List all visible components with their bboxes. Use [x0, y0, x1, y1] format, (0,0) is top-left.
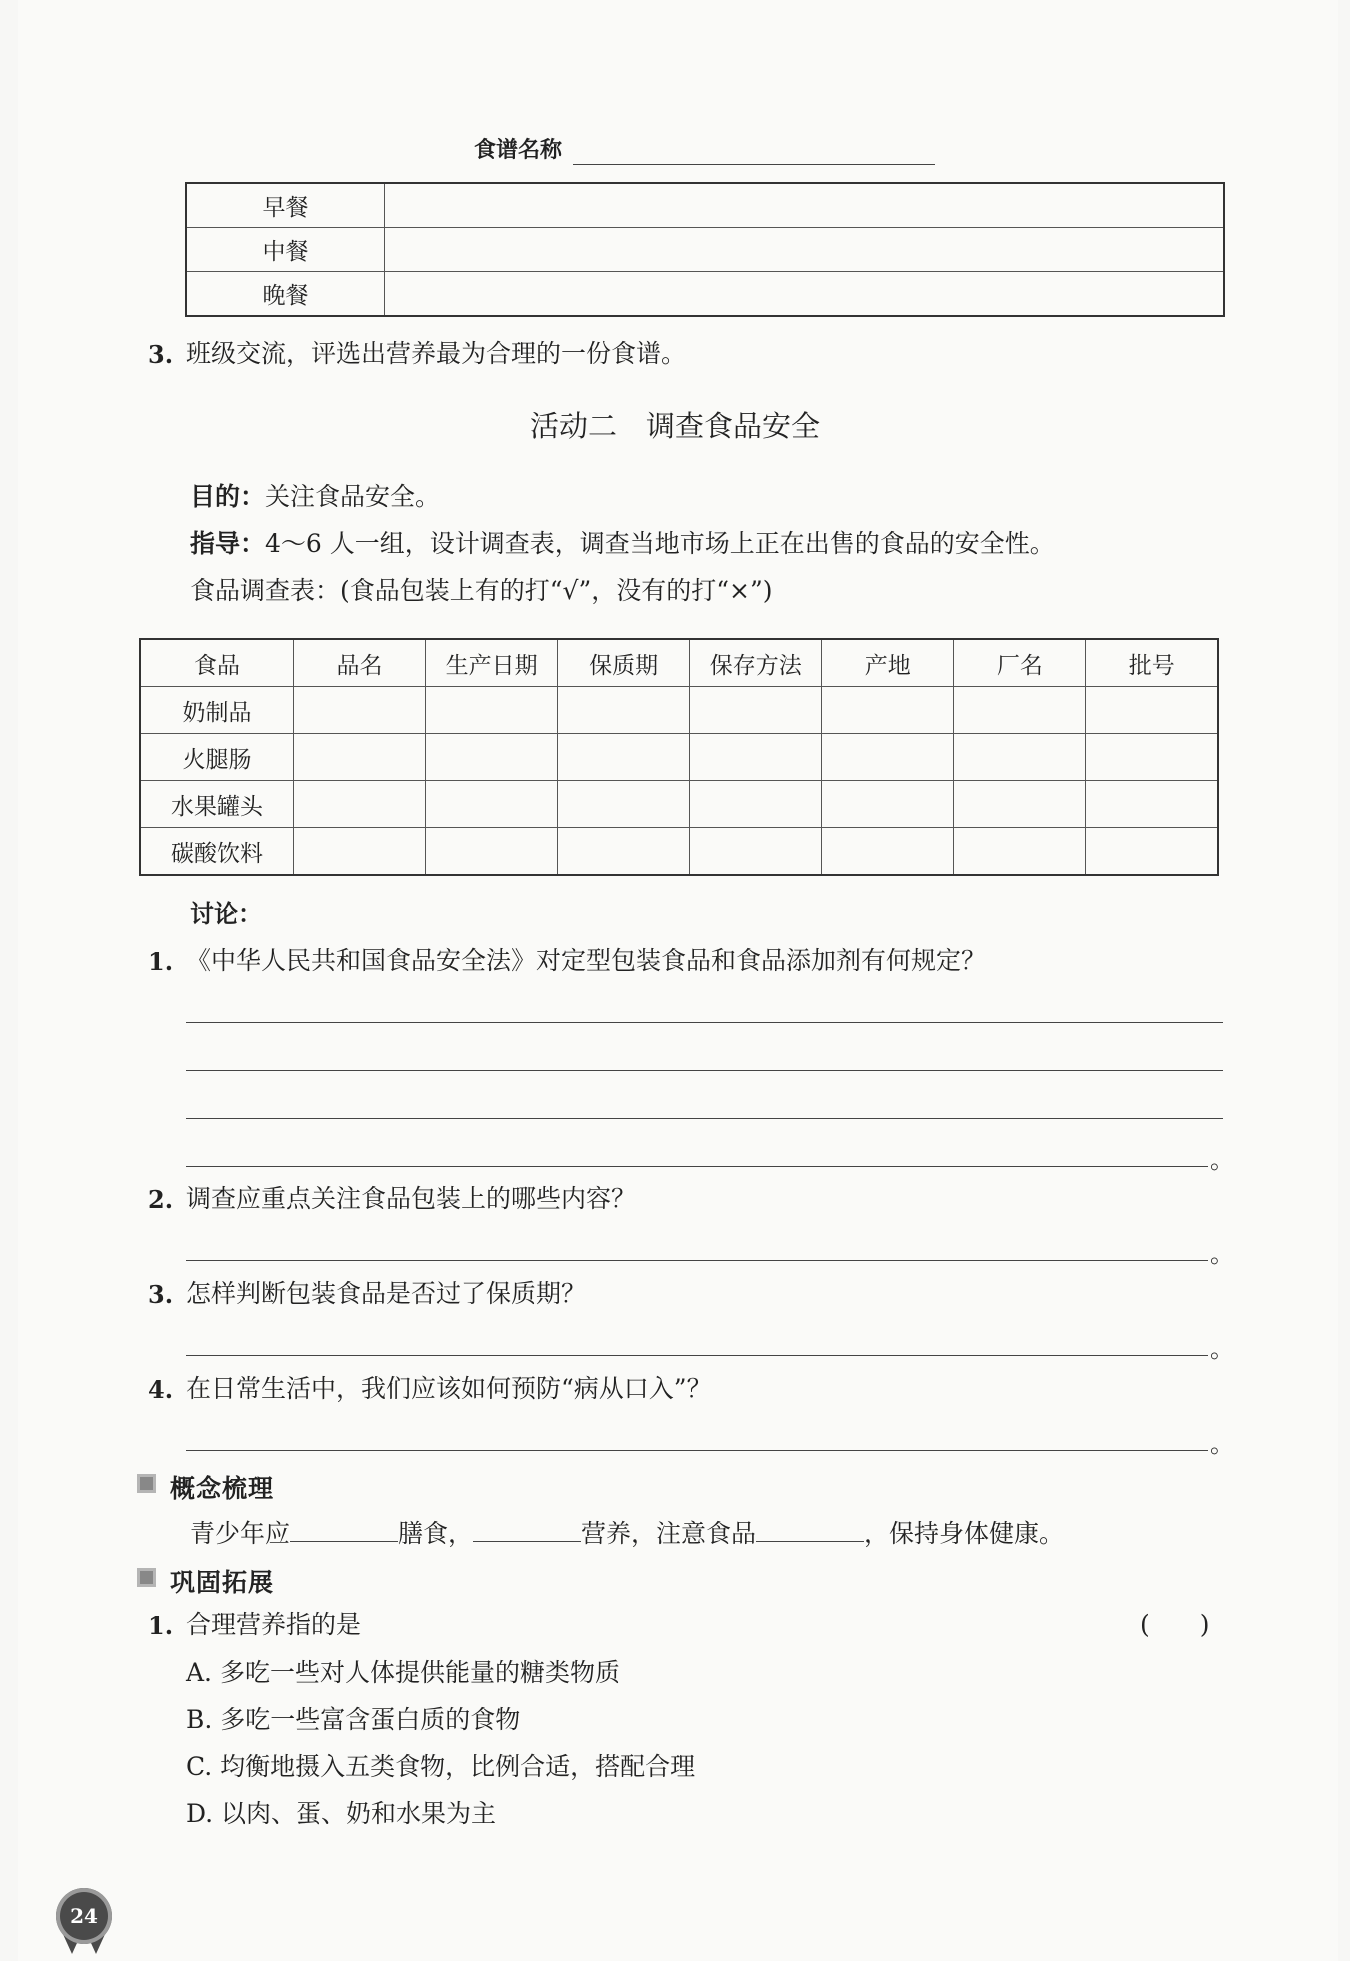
concept-text: 青少年应 [190, 1519, 291, 1548]
table-row [186, 183, 1224, 228]
step3-number: 3. [148, 340, 174, 369]
discussion-label: 讨论： [190, 900, 262, 928]
column-header: 产地 [822, 639, 954, 687]
table-row [140, 734, 1218, 781]
food-name-cell: 水果罐头 [140, 781, 294, 828]
purpose-text: 关注食品安全。 [265, 482, 441, 511]
meal-label-dinner: 晚餐 [186, 272, 385, 317]
answer-line [186, 1355, 1208, 1356]
period-mark: 。 [1210, 1240, 1234, 1268]
guide-text: 4～6 人一组，设计调查表，调查当地市场上正在出售的食品的安全性。 [265, 529, 1055, 558]
section-marker-icon [137, 1474, 156, 1493]
table-header-row [140, 639, 1218, 687]
concept-sentence [190, 1517, 1064, 1546]
concept-text: 营养，注意食品 [581, 1519, 757, 1548]
question-text: 调查应重点关注食品包装上的哪些内容？ [186, 1184, 637, 1213]
food-survey-table [139, 638, 1219, 876]
purpose-label: 目的： [190, 482, 266, 511]
question-text: 在日常生活中，我们应该如何预防“病从口入”？ [186, 1374, 712, 1403]
consolidate-section-title: 巩固拓展 [170, 1568, 275, 1597]
step3-text: 班级交流，评选出营养最为合理的一份食谱。 [186, 339, 687, 368]
concept-text: 膳食， [398, 1519, 474, 1548]
question-text: 合理营养指的是 [186, 1610, 362, 1639]
option-d: D. 以肉、蛋、奶和水果为主 [186, 1799, 497, 1828]
option-b: B. 多吃一些富含蛋白质的食物 [186, 1705, 521, 1734]
section-marker-icon [137, 1568, 156, 1587]
meal-label-lunch: 中餐 [186, 228, 385, 272]
question-text: 怎样判断包装食品是否过了保质期？ [186, 1279, 587, 1308]
meal-cell [385, 183, 1225, 228]
table-row [186, 228, 1224, 272]
column-header: 食品 [140, 639, 294, 687]
question-number: 1. [148, 947, 174, 976]
question-number: 4. [148, 1375, 174, 1404]
food-name-cell: 碳酸饮料 [140, 828, 294, 876]
guide-label: 指导： [190, 529, 266, 558]
page-number: 24 [56, 1888, 112, 1944]
recipe-name-label: 食谱名称 [474, 138, 563, 163]
food-name-cell: 火腿肠 [140, 734, 294, 781]
recipe-table [185, 182, 1225, 317]
table-row [140, 687, 1218, 734]
question-number: 3. [148, 1280, 174, 1309]
fill-blank [756, 1517, 864, 1542]
column-header: 保质期 [558, 639, 690, 687]
option-c: C. 均衡地摄入五类食物，比例合适，搭配合理 [186, 1752, 696, 1781]
meal-cell [385, 272, 1225, 317]
answer-line [186, 1260, 1208, 1261]
meal-label-breakfast: 早餐 [186, 183, 385, 228]
fill-blank [473, 1517, 581, 1542]
answer-line [186, 1118, 1223, 1119]
table-row [140, 828, 1218, 876]
answer-bracket: ( ) [1140, 1610, 1210, 1639]
period-mark: 。 [1210, 1430, 1234, 1458]
survey-table-caption: 食品调查表：(食品包装上有的打“√”，没有的打“×”) [190, 576, 773, 605]
recipe-name-blank [573, 164, 935, 165]
answer-line [186, 1450, 1208, 1451]
column-header: 生产日期 [426, 639, 558, 687]
table-row [186, 272, 1224, 317]
meal-cell [385, 228, 1225, 272]
column-header: 厂名 [954, 639, 1086, 687]
period-mark: 。 [1210, 1335, 1234, 1363]
concept-section-title: 概念梳理 [170, 1474, 275, 1503]
answer-line [186, 1022, 1223, 1023]
question-number: 1. [148, 1611, 174, 1640]
option-a: A. 多吃一些对人体提供能量的糖类物质 [186, 1658, 620, 1687]
activity-title: 活动二 调查食品安全 [530, 409, 821, 443]
concept-text: ，保持身体健康。 [864, 1519, 1065, 1548]
question-text: 《中华人民共和国食品安全法》对定型包装食品和食品添加剂有何规定？ [186, 946, 987, 975]
fill-blank [290, 1517, 398, 1542]
answer-line [186, 1166, 1208, 1167]
period-mark: 。 [1210, 1146, 1234, 1174]
question-number: 2. [148, 1185, 174, 1214]
column-header: 品名 [294, 639, 426, 687]
food-name-cell: 奶制品 [140, 687, 294, 734]
table-row [140, 781, 1218, 828]
column-header: 保存方法 [690, 639, 822, 687]
column-header: 批号 [1086, 639, 1218, 687]
answer-line [186, 1070, 1223, 1071]
